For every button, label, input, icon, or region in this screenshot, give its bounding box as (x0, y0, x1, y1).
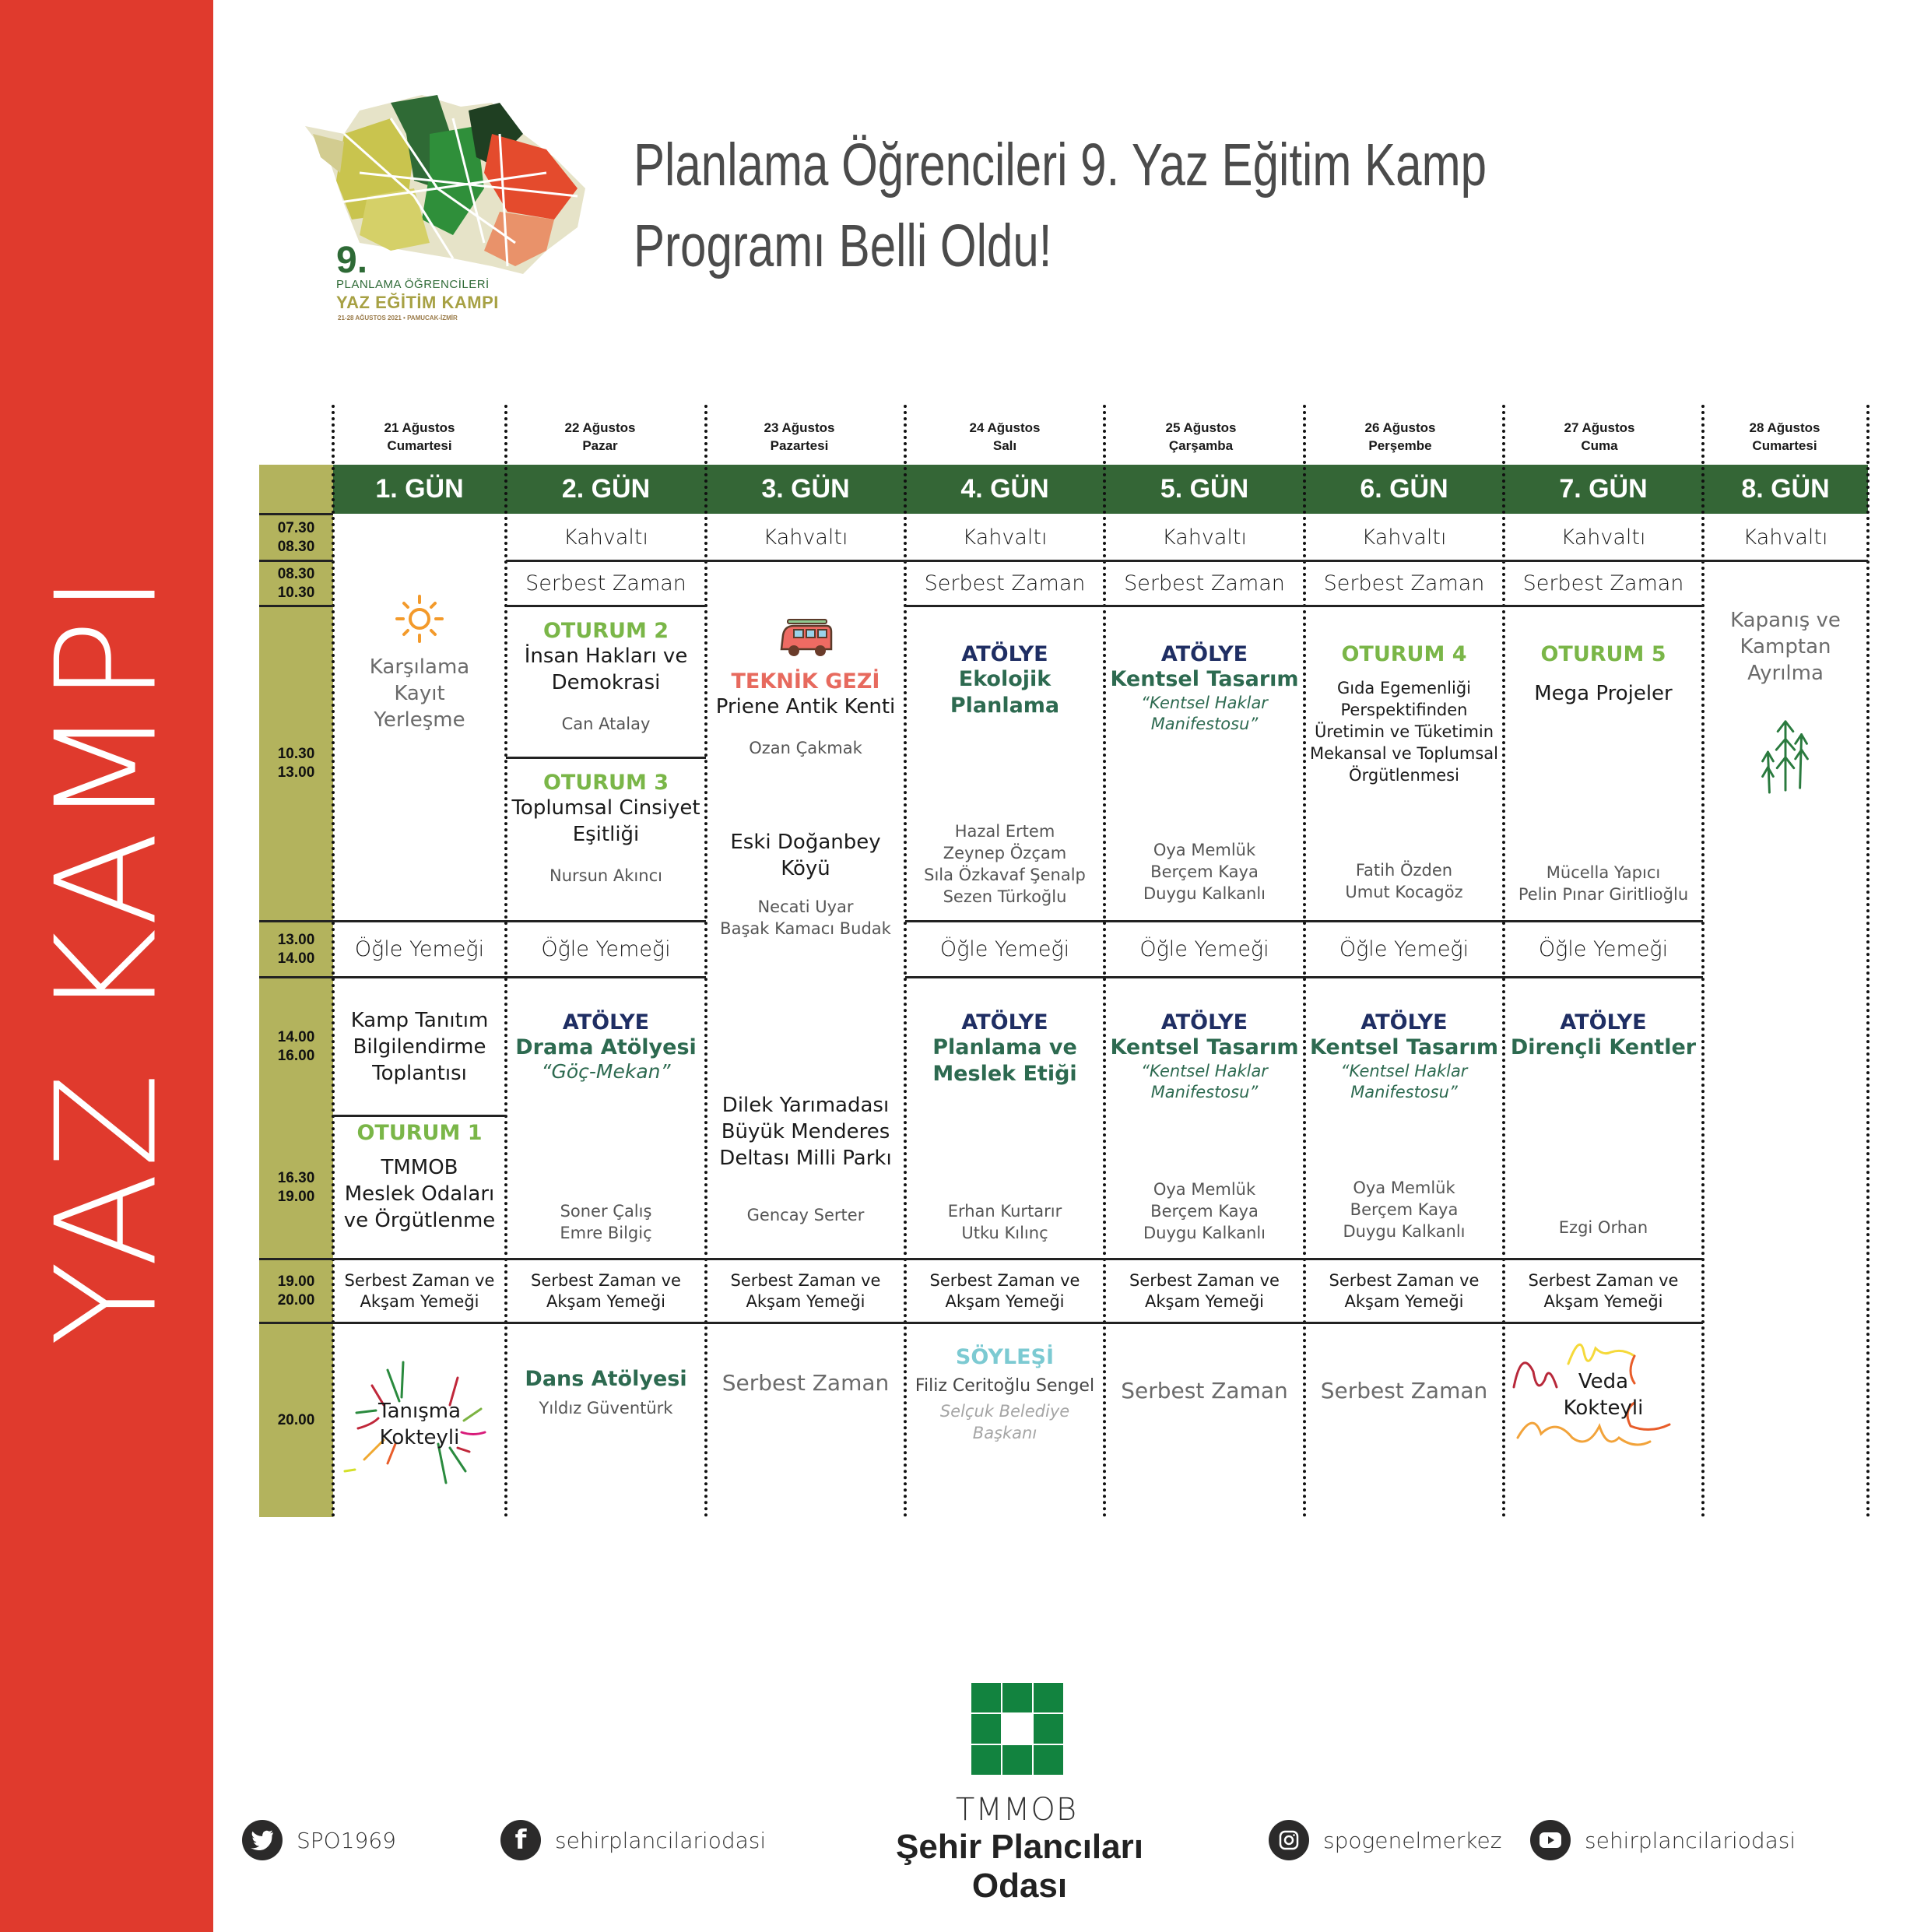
time-slot: 08.30 10.30 (277, 565, 315, 601)
ethics-workshop-cell: ATÖLYE Planlama ve Meslek Etiği (932, 1010, 1077, 1086)
breakfast-cell: Kahvaltı (763, 525, 848, 550)
intro-meeting-cell: Kamp Tanıtım Bilgilendirme Toplantısı (350, 1009, 489, 1085)
lunch-cell: Öğle Yemeği (939, 937, 1070, 961)
closing-cell: Kapanış ve Kamptan Ayrılma (1703, 607, 1868, 794)
free-time-cell: Serbest Zaman (1522, 571, 1684, 595)
camp-logo (297, 87, 593, 328)
speakers: Hazal Ertem Zeynep Özçam Sıla Özkavaf Şenalp Sezen Türkoğlu (924, 822, 1086, 906)
day-label-3: 3. GÜN (761, 474, 850, 504)
day-label-7: 7. GÜN (1559, 474, 1648, 504)
time-slot: 19.00 20.00 (277, 1273, 315, 1308)
free-time-cell: Serbest Zaman (525, 571, 686, 595)
speakers: Erhan Kurtarır Utku Kılınç (947, 1202, 1062, 1242)
day-date-4: 24 Ağustos Salı (969, 420, 1041, 453)
side-banner-title: YAZ KAMPI (26, 569, 188, 1346)
social-instagram[interactable] (1269, 1820, 1501, 1860)
ecological-workshop-cell: ATÖLYE Ekolojik Planlama (950, 642, 1060, 718)
time-slot: 07.30 08.30 (277, 519, 315, 555)
farewell-cocktail-cell: Veda Kokteyli (1504, 1333, 1703, 1457)
spo-logo (971, 1683, 1063, 1775)
dinner-cell: Serbest Zaman ve Akşam Yemeği (1528, 1270, 1679, 1311)
row-divider (333, 1115, 506, 1117)
row-divider (905, 605, 1703, 607)
day-label-8: 8. GÜN (1741, 474, 1830, 504)
day-date-5: 25 Ağustos Çarşamba (1165, 420, 1237, 453)
breakfast-cell: Kahvaltı (1161, 525, 1247, 550)
day-date-1: 21 Ağustos Cumartesi (384, 420, 455, 453)
org-name-line1: TMMOB (955, 1792, 1078, 1828)
youtube-handle: sehirplancilariodasi (1585, 1827, 1796, 1853)
time-slot: 16.30 19.00 (277, 1169, 315, 1205)
social-twitter[interactable] (242, 1820, 396, 1860)
drama-workshop-cell: ATÖLYE Drama Atölyesi “Göç-Mekan” (515, 1010, 697, 1083)
free-time-evening: Serbest Zaman (1121, 1378, 1288, 1403)
day-label-1: 1. GÜN (375, 474, 464, 504)
logo-number: 9. (336, 240, 368, 281)
time-slot: 14.00 16.00 (277, 1028, 315, 1064)
dinner-cell: Serbest Zaman ve Akşam Yemeği (1129, 1270, 1280, 1311)
twitter-icon (242, 1820, 283, 1860)
day-date-8: 28 Ağustos Cumartesi (1749, 420, 1820, 453)
facebook-handle: sehirplancilariodasi (555, 1827, 767, 1853)
logo-line2: YAZ EĞİTİM KAMPI (336, 293, 499, 312)
trees-icon (1758, 718, 1813, 794)
free-time-cell: Serbest Zaman (1124, 571, 1285, 595)
breakfast-cell: Kahvaltı (1361, 525, 1447, 550)
lunch-cell: Öğle Yemeği (1139, 937, 1269, 961)
org-name-line2: Şehir Plancıları Odası (896, 1828, 1143, 1905)
day-date-2: 22 Ağustos Pazar (564, 420, 636, 453)
resilient-cities-workshop-cell: ATÖLYE Dirençli Kentler (1510, 1010, 1697, 1059)
instagram-icon (1269, 1820, 1309, 1860)
lunch-cell: Öğle Yemeği (1538, 937, 1669, 961)
lunch-cell: Öğle Yemeği (1339, 937, 1469, 961)
session-2-cell: OTURUM 2 İnsan Hakları ve Demokrasi Can Atalay (524, 619, 688, 733)
welcome-cell: Karşılama Kayıt Yerleşme (333, 592, 506, 747)
sun-icon (392, 592, 447, 646)
session-1-cell: OTURUM 1 TMMOB Meslek Odaları ve Örgütlenme (343, 1121, 496, 1232)
day-label-4: 4. GÜN (960, 474, 1049, 504)
welcome-cocktail-cell: Tanışma Kokteyli (333, 1354, 506, 1495)
day-date-6: 26 Ağustos Perşembe (1364, 420, 1436, 453)
breakfast-cell: Kahvaltı (1561, 525, 1646, 550)
twitter-handle: SPO1969 (297, 1827, 396, 1853)
day-date-3: 23 Ağustos Pazartesi (764, 420, 835, 453)
page-title-line1: Planlama Öğrencileri 9. Yaz Eğitim Kamp (634, 132, 1487, 198)
speakers: Fatih Özden Umut Kocagöz (1345, 861, 1463, 901)
speakers: Ezgi Orhan (1558, 1218, 1648, 1237)
day-label-2: 2. GÜN (561, 474, 651, 504)
facebook-icon: f (500, 1820, 541, 1860)
breakfast-cell: Kahvaltı (962, 525, 1048, 550)
trip-stop-3-cell: Dilek Yarımadası Büyük Menderes Deltası Milli Parkı Gencay Serter (719, 1094, 892, 1224)
speakers: Oya Memlük Berçem Kaya Duygu Kalkanlı (1343, 1179, 1466, 1241)
dinner-cell: Serbest Zaman ve Akşam Yemeği (929, 1270, 1080, 1311)
dinner-cell: Serbest Zaman ve Akşam Yemeği (730, 1270, 881, 1311)
logo-line3: 21-28 AĞUSTOS 2021 • PAMUCAK-İZMİR (338, 314, 458, 321)
dance-workshop-cell: Dans Atölyesi Yıldız Güventürk (525, 1367, 687, 1417)
speakers: Mücella Yapıcı Pelin Pınar Giritlioğlu (1518, 863, 1689, 904)
row-divider (905, 976, 1703, 978)
breakfast-cell: Kahvaltı (1743, 525, 1828, 550)
lunch-cell: Öğle Yemeği (354, 937, 485, 961)
row-divider (506, 757, 706, 759)
urban-design-workshop-cell: ATÖLYE Kentsel Tasarım “Kentsel Haklar Manifestosu” (1110, 642, 1299, 733)
speakers: Oya Memlük Berçem Kaya Duygu Kalkanlı (1143, 1180, 1266, 1242)
youtube-icon (1530, 1820, 1571, 1860)
free-time-evening: Serbest Zaman (1320, 1378, 1488, 1403)
free-time-cell: Serbest Zaman (1323, 571, 1485, 595)
row-divider (506, 605, 706, 607)
social-youtube[interactable] (1530, 1820, 1796, 1860)
day-label-5: 5. GÜN (1160, 474, 1249, 504)
dinner-cell: Serbest Zaman ve Akşam Yemeği (1329, 1270, 1480, 1311)
van-icon (771, 615, 841, 662)
urban-design-workshop-cell: ATÖLYE Kentsel Tasarım “Kentsel Haklar Manifestosu” (1309, 1010, 1499, 1101)
day-label-6: 6. GÜN (1360, 474, 1448, 504)
social-facebook[interactable] (500, 1820, 766, 1860)
session-4-cell: OTURUM 4 Gıda Egemenliği Perspektifinden Üretimin ve Tüketimin Mekansal ve Toplumsal Örgütlenmesi (1309, 642, 1499, 785)
free-time-cell: Serbest Zaman (924, 571, 1086, 595)
speakers: Soner Çalış Emre Bilgiç (560, 1202, 652, 1242)
instagram-handle: spogenelmerkez (1323, 1827, 1502, 1853)
technical-trip-cell: TEKNİK GEZİ Priene Antik Kenti Ozan Çakmak Eski Doğanbey Köyü Necati Uyar Başak Kamacı Budak (706, 615, 905, 942)
urban-design-workshop-cell: ATÖLYE Kentsel Tasarım “Kentsel Haklar Manifestosu” (1110, 1010, 1299, 1101)
free-time-evening: Serbest Zaman (721, 1370, 890, 1396)
side-banner (0, 0, 213, 1932)
day-date-7: 27 Ağustos Cuma (1564, 420, 1635, 453)
dinner-cell: Serbest Zaman ve Akşam Yemeği (344, 1270, 495, 1311)
logo-line1: PLANLAMA ÖĞRENCİLERİ (336, 278, 490, 291)
lunch-cell: Öğle Yemeği (541, 937, 671, 961)
time-slot: 20.00 (277, 1412, 315, 1428)
breakfast-cell: Kahvaltı (563, 525, 648, 550)
dinner-cell: Serbest Zaman ve Akşam Yemeği (531, 1270, 681, 1311)
page-title-line2: Programı Belli Oldu! (634, 213, 1052, 279)
column-divider (1866, 405, 1870, 1518)
row-divider (259, 1322, 1703, 1324)
talk-cell: SÖYLEŞİ Filiz Ceritoğlu Sengel Selçuk Belediye Başkanı (915, 1345, 1095, 1442)
speakers: Oya Memlük Berçem Kaya Duygu Kalkanlı (1143, 841, 1266, 903)
time-slot: 10.30 13.00 (277, 746, 315, 781)
session-3-cell: OTURUM 3 Toplumsal Cinsiyet Eşitliği Nursun Akıncı (511, 771, 700, 885)
session-5-cell: OTURUM 5 Mega Projeler (1534, 642, 1673, 705)
page-title (634, 125, 1487, 286)
time-slot: 13.00 14.00 (277, 931, 315, 967)
